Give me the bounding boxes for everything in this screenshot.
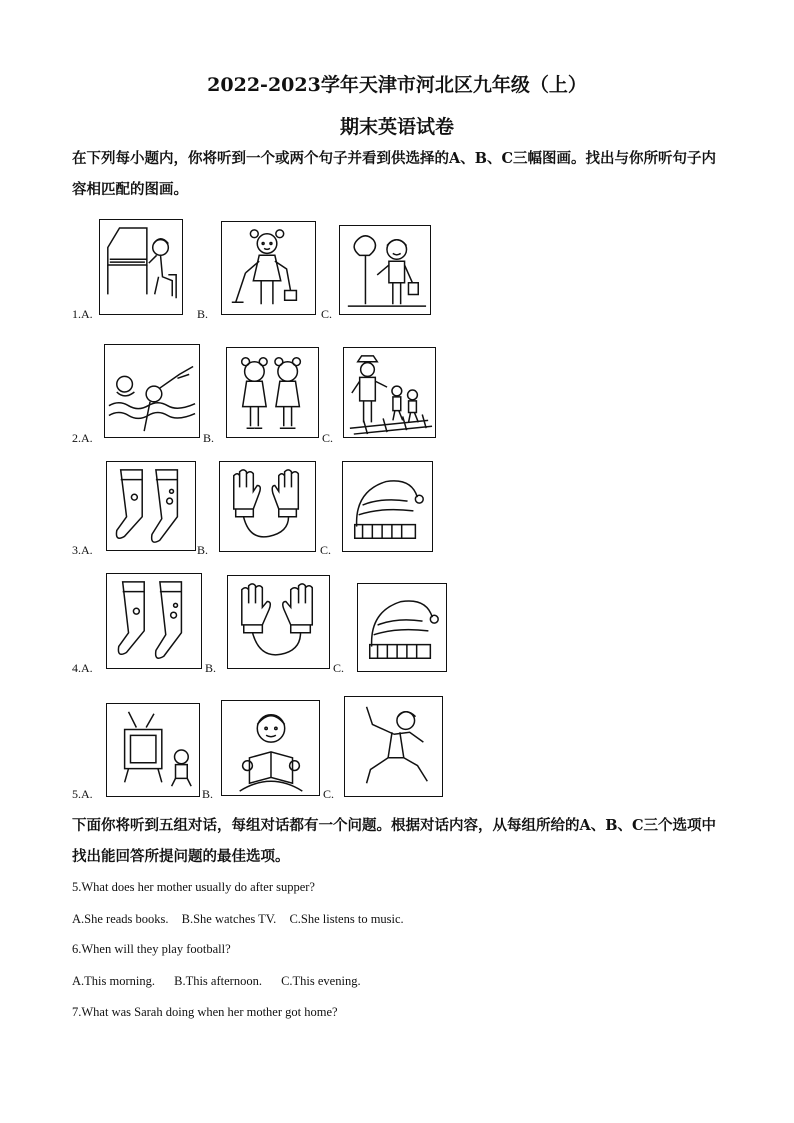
item-1-label-a: 1.A.: [72, 307, 93, 321]
page-title: 2022-2023学年天津市河北区九年级（上）: [207, 74, 587, 96]
option-b[interactable]: B.She watches TV.: [181, 912, 277, 926]
tv-robot-picture[interactable]: [106, 703, 200, 797]
hat-picture[interactable]: [342, 461, 433, 552]
item-1-label-b: B.: [197, 307, 209, 321]
boy-reading-picture[interactable]: [221, 700, 320, 796]
item-2-label-c: C.: [322, 431, 334, 445]
item-1-label-c: C.: [321, 307, 333, 321]
gloves-picture[interactable]: [227, 575, 330, 669]
option-b[interactable]: B.This afternoon.: [174, 974, 262, 988]
boy-planting-tree-picture[interactable]: [339, 225, 431, 315]
item-5-label-a: 5.A.: [72, 787, 93, 801]
item-3-label-c: C.: [320, 543, 332, 557]
hat-picture[interactable]: [357, 583, 447, 672]
two-girls-picture[interactable]: [226, 347, 319, 438]
item-4-label-c: C.: [333, 661, 345, 675]
girl-exercising-picture[interactable]: [344, 696, 443, 797]
option-c[interactable]: C.She listens to music.: [289, 912, 404, 926]
item-4-label-b: B.: [205, 661, 217, 675]
item-3-label-a: 3.A.: [72, 543, 93, 557]
question-5-options: [72, 912, 414, 927]
gloves-picture[interactable]: [219, 461, 316, 552]
item-3-label-b: B.: [197, 543, 209, 557]
socks-picture[interactable]: [106, 573, 202, 669]
option-c[interactable]: C.This evening.: [281, 974, 361, 988]
swimmers-picture[interactable]: [104, 344, 200, 438]
page-subtitle: 期末英语试卷: [339, 116, 454, 138]
item-2-label-b: B.: [203, 431, 215, 445]
piano-girl-picture[interactable]: [99, 219, 183, 315]
section2-instruction: 下面你将听到五组对话，每组对话都有一个问题。根据对话内容，从每组所给的A、B、C三个选项中找出能回答所提问题的最佳选项。: [72, 817, 717, 865]
item-5-label-b: B.: [202, 787, 214, 801]
police-children-crossing-picture[interactable]: [343, 347, 436, 438]
option-a[interactable]: A.She reads books.: [72, 912, 169, 926]
item-2-label-a: 2.A.: [72, 431, 93, 445]
item-4-label-a: 4.A.: [72, 661, 93, 675]
question-7: 7.What was Sarah doing when her mother got home?: [72, 1005, 338, 1019]
question-6-options: [72, 974, 371, 989]
section1-instruction: 在下列每小题内，你将听到一个或两个句子并看到供选择的A、B、C三幅图画。找出与你所听句子内 容相匹配的图画。: [72, 150, 717, 198]
girl-sweeping-picture[interactable]: [221, 221, 316, 315]
item-5-label-c: C.: [323, 787, 335, 801]
question-5: 5.What does her mother usually do after supper?: [72, 880, 315, 894]
question-6: 6.When will they play football?: [72, 942, 231, 956]
socks-picture[interactable]: [106, 461, 196, 551]
option-a[interactable]: A.This morning.: [72, 974, 155, 988]
